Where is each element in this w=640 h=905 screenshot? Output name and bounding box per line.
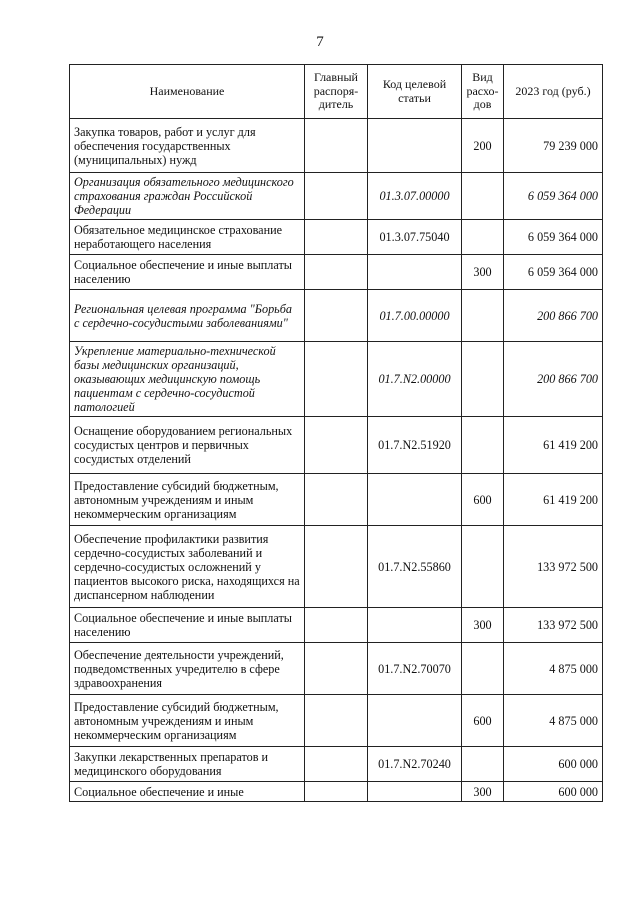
cell-code: 01.7.N2.55860 xyxy=(368,526,462,608)
cell-name: Региональная целевая программа "Борьба с сердечно-сосудистыми заболеваниями" xyxy=(70,290,305,342)
cell-name: Оснащение оборудованием региональных сосудистых центров и первичных сосудистых отделений xyxy=(70,417,305,474)
cell-admin xyxy=(305,474,368,526)
cell-admin xyxy=(305,255,368,290)
cell-amount: 200 866 700 xyxy=(504,290,603,342)
cell-code xyxy=(368,782,462,802)
header-amount: 2023 год (руб.) xyxy=(504,65,603,119)
cell-type: 300 xyxy=(462,608,504,643)
cell-code xyxy=(368,255,462,290)
table-row xyxy=(70,474,603,526)
cell-amount: 6 059 364 000 xyxy=(504,255,603,290)
table-row xyxy=(70,695,603,747)
table-row xyxy=(70,119,603,173)
cell-amount: 4 875 000 xyxy=(504,695,603,747)
cell-type xyxy=(462,643,504,695)
cell-code xyxy=(368,474,462,526)
cell-code xyxy=(368,608,462,643)
cell-code: 01.7.N2.70240 xyxy=(368,747,462,782)
cell-code xyxy=(368,695,462,747)
cell-amount: 133 972 500 xyxy=(504,526,603,608)
cell-name: Социальное обеспечение и иные выплаты населению xyxy=(70,608,305,643)
cell-name: Обязательное медицинское страхование неработающего населения xyxy=(70,220,305,255)
cell-type: 600 xyxy=(462,695,504,747)
cell-amount: 600 000 xyxy=(504,782,603,802)
cell-amount: 133 972 500 xyxy=(504,608,603,643)
cell-code xyxy=(368,119,462,173)
cell-type xyxy=(462,220,504,255)
cell-amount: 6 059 364 000 xyxy=(504,173,603,220)
table-row xyxy=(70,608,603,643)
cell-code: 01.3.07.00000 xyxy=(368,173,462,220)
cell-admin xyxy=(305,417,368,474)
cell-type xyxy=(462,526,504,608)
cell-type: 200 xyxy=(462,119,504,173)
header-code: Код целевой статьи xyxy=(368,65,462,119)
cell-amount: 61 419 200 xyxy=(504,474,603,526)
table-row xyxy=(70,747,603,782)
cell-admin xyxy=(305,119,368,173)
cell-code: 01.3.07.75040 xyxy=(368,220,462,255)
cell-amount: 4 875 000 xyxy=(504,643,603,695)
table-header-row xyxy=(70,65,603,119)
cell-type xyxy=(462,290,504,342)
table-body xyxy=(70,119,603,802)
cell-name: Обеспечение профилактики развития сердечно-сосудистых заболеваний и сердечно-сосудистых осложнений у пациентов высокого риска, находящихся на диспансерном наблюдении xyxy=(70,526,305,608)
cell-type xyxy=(462,173,504,220)
cell-name: Социальное обеспечение и иные xyxy=(70,782,305,802)
cell-amount: 79 239 000 xyxy=(504,119,603,173)
page-number: 7 xyxy=(316,34,324,50)
table-row xyxy=(70,290,603,342)
table-row xyxy=(70,342,603,417)
cell-amount: 6 059 364 000 xyxy=(504,220,603,255)
table-row xyxy=(70,526,603,608)
cell-name: Закупки лекарственных препаратов и медицинского оборудования xyxy=(70,747,305,782)
cell-admin xyxy=(305,747,368,782)
cell-type: 300 xyxy=(462,782,504,802)
cell-name: Социальное обеспечение и иные выплаты населению xyxy=(70,255,305,290)
table-row xyxy=(70,782,603,802)
cell-admin xyxy=(305,173,368,220)
cell-admin xyxy=(305,695,368,747)
cell-name: Закупка товаров, работ и услуг для обеспечения государственных (муниципальных) нужд xyxy=(70,119,305,173)
table-row xyxy=(70,255,603,290)
cell-admin xyxy=(305,290,368,342)
cell-type xyxy=(462,342,504,417)
cell-admin xyxy=(305,643,368,695)
cell-amount: 200 866 700 xyxy=(504,342,603,417)
cell-code: 01.7.00.00000 xyxy=(368,290,462,342)
cell-name: Укрепление материально-технической базы медицинских организаций, оказывающих медицинскую помощь пациентам с сердечно-сосудистой патологией xyxy=(70,342,305,417)
cell-code: 01.7.N2.70070 xyxy=(368,643,462,695)
cell-admin xyxy=(305,608,368,643)
cell-type: 300 xyxy=(462,255,504,290)
cell-type xyxy=(462,747,504,782)
cell-name: Предоставление субсидий бюджетным, автономным учреждениям и иным некоммерческим организациям xyxy=(70,695,305,747)
header-type: Вид расхо-дов xyxy=(462,65,504,119)
budget-table xyxy=(69,64,603,802)
header-admin: Главный распоря-дитель xyxy=(305,65,368,119)
cell-type xyxy=(462,417,504,474)
cell-name: Предоставление субсидий бюджетным, автономным учреждениям и иным некоммерческим организациям xyxy=(70,474,305,526)
table-row xyxy=(70,220,603,255)
cell-code: 01.7.N2.00000 xyxy=(368,342,462,417)
cell-amount: 61 419 200 xyxy=(504,417,603,474)
cell-amount: 600 000 xyxy=(504,747,603,782)
cell-admin xyxy=(305,782,368,802)
cell-admin xyxy=(305,342,368,417)
cell-admin xyxy=(305,526,368,608)
table-row xyxy=(70,417,603,474)
cell-type: 600 xyxy=(462,474,504,526)
header-name: Наименование xyxy=(70,65,305,119)
table-row xyxy=(70,173,603,220)
cell-code: 01.7.N2.51920 xyxy=(368,417,462,474)
cell-admin xyxy=(305,220,368,255)
cell-name: Организация обязательного медицинского страхования граждан Российской Федерации xyxy=(70,173,305,220)
cell-name: Обеспечение деятельности учреждений, подведомственных учредителю в сфере здравоохранения xyxy=(70,643,305,695)
table-row xyxy=(70,643,603,695)
